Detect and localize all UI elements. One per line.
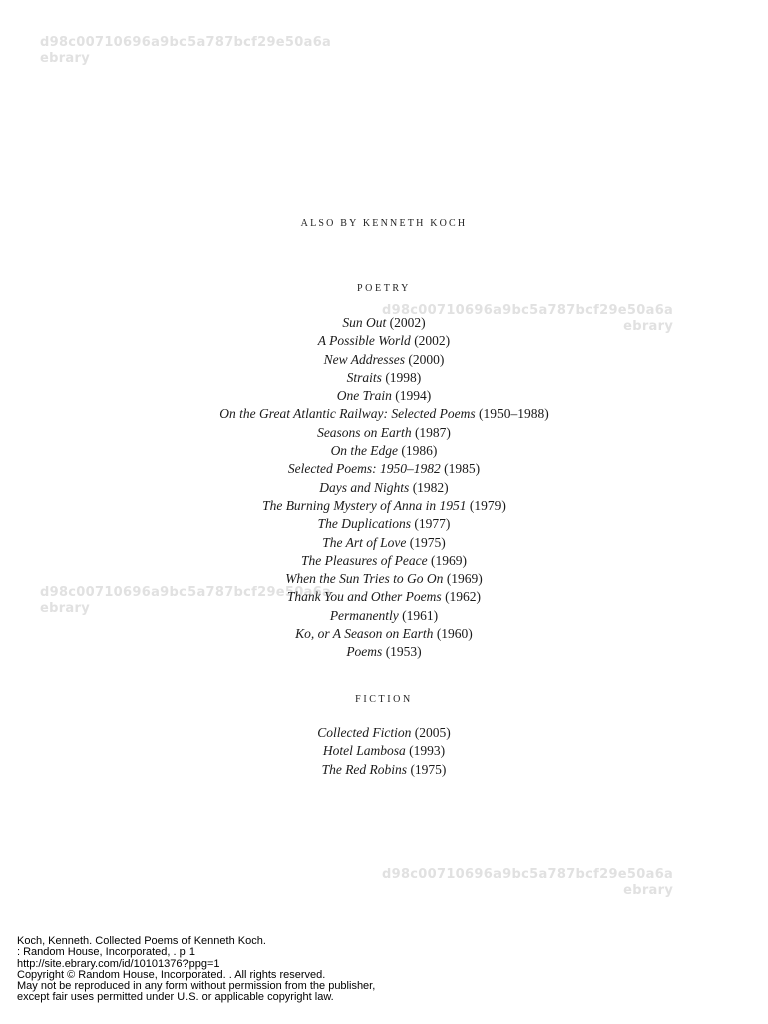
book-title: Thank You and Other Poems [286,589,442,605]
book-title: New Addresses [323,351,405,367]
watermark-hash: d98c00710696a9bc5a787bcf29e50a6a [40,35,332,50]
book-title: Permanently [329,607,399,623]
list-item [0,369,768,387]
book-title: Seasons on Earth [317,424,412,440]
citation-line: except fair uses permitted under U.S. or applicable copyright law. [17,991,334,1004]
book-year: (1994) [395,388,432,404]
poetry-list [0,314,768,662]
book-year: (1953) [385,644,422,660]
citation-line: : Random House, Incorporated, . p 1 [17,946,195,959]
book-title: The Art of Love [322,534,407,550]
book-year: (1986) [401,443,438,459]
list-item [0,332,768,350]
book-year: (1960) [436,626,473,642]
list-item [0,570,768,588]
watermark-brand: ebrary [623,883,674,898]
fiction-heading: FICTION [355,694,413,705]
book-title: Ko, or A Season on Earth [295,626,434,642]
list-item [0,460,768,478]
book-title: The Red Robins [321,761,408,777]
book-title: The Burning Mystery of Anna in 1951 [262,497,467,513]
poetry-heading: POETRY [357,283,411,294]
book-title: One Train [336,388,392,404]
book-year: (1982) [412,479,449,495]
book-title: Collected Fiction [317,725,412,740]
list-item [0,761,768,779]
book-year: (1993) [409,743,446,759]
book-year: (1969) [430,552,467,568]
citation-line: Copyright © Random House, Incorporated. . All rights reserved. [17,968,326,981]
citation-url: http://site.ebrary.com/id/10101376?ppg=1 [17,957,220,970]
book-year: (1977) [414,516,451,532]
book-title: Poems [346,644,383,660]
list-item [0,424,768,442]
watermark-hash: d98c00710696a9bc5a787bcf29e50a6a [382,867,674,882]
list-item [0,534,768,552]
book-year: (1985) [444,461,481,477]
list-item [0,643,768,661]
book-title: Days and Nights [319,479,410,495]
book-title: When the Sun Tries to Go On [285,571,444,587]
book-year: (2005) [414,725,451,740]
list-item [0,552,768,570]
list-item [0,479,768,497]
book-title: Hotel Lambosa [322,743,406,759]
list-item [0,724,768,742]
book-year: (1987) [414,424,451,440]
list-item [0,607,768,625]
watermark-hash: d98c00710696a9bc5a787bcf29e50a6a [40,585,332,600]
book-year: (2000) [408,351,445,367]
book-title: The Pleasures of Peace [301,552,428,568]
list-item [0,625,768,643]
watermark-hash: d98c00710696a9bc5a787bcf29e50a6a [382,303,674,318]
list-item [0,351,768,369]
book-year: (1998) [385,369,422,385]
watermark-top-left [40,35,331,67]
watermark-bottom-right [382,867,673,899]
watermark-brand: ebrary [40,51,90,66]
fiction-list [0,724,768,779]
list-item [0,515,768,533]
book-title: On the Great Atlantic Railway: Selected Poems [219,406,476,422]
watermark-brand: ebrary [40,601,90,616]
list-item [0,442,768,460]
book-year: (1975) [410,761,447,777]
book-title: Straits [346,369,382,385]
book-title: On the Edge [330,443,399,459]
book-year: (1962) [445,589,482,605]
book-title: A Possible World [317,333,411,349]
list-item [0,588,768,606]
citation-line: May not be reproduced in any form without permission from the publisher, [17,980,376,993]
list-item [0,314,768,332]
citation-footer [17,936,375,1004]
book-year: (1969) [446,571,483,587]
book-year: (1950–1988) [479,406,549,422]
book-year: (2002) [389,315,426,330]
list-item [0,742,768,760]
list-item [0,405,768,423]
list-item [0,497,768,515]
book-title: Sun Out [342,315,387,330]
book-title: The Duplications [317,516,411,532]
watermark-brand: ebrary [623,319,674,334]
book-year: (2002) [414,333,451,349]
book-year: (1979) [469,497,506,513]
book-year: (1975) [409,534,446,550]
citation-line: Koch, Kenneth. Collected Poems of Kenneth Koch. [17,935,266,947]
book-title: Selected Poems: 1950–1982 [287,461,441,477]
page-heading: ALSO BY KENNETH KOCH [300,218,468,229]
list-item [0,387,768,405]
book-year: (1961) [402,607,439,623]
